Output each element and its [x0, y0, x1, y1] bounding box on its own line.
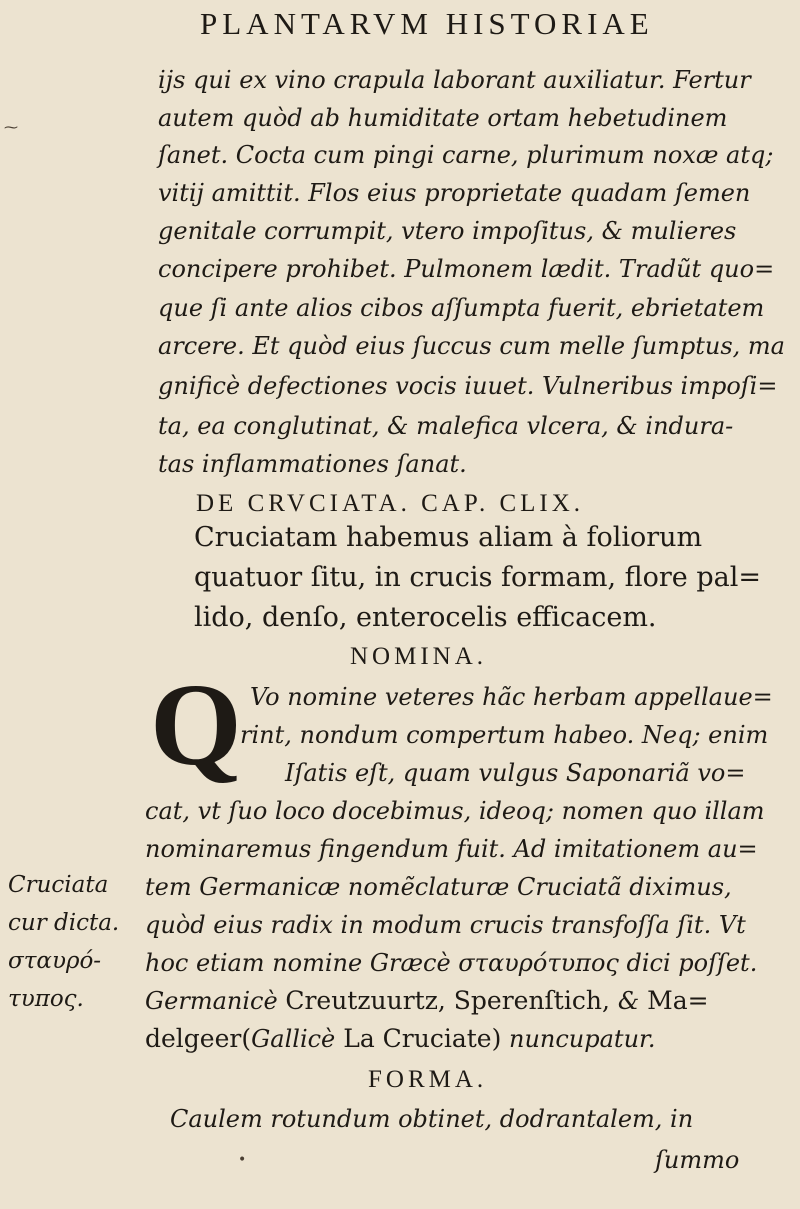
text-line: arcere. Et quòd eius ſuccus cum melle ſumptus, ma — [158, 332, 785, 360]
text-line: ta, ea conglutinat, & malefica vlcera, & indura- — [158, 412, 734, 440]
text-line: tem Germanicæ nomẽclaturæ Cruciatã diximus, — [145, 873, 732, 901]
text-line: genitale corrumpit, vtero impoſitus, & mulieres — [158, 217, 737, 245]
text-run: ( — [241, 1024, 252, 1053]
text-line: Vo nomine veteres hãc herbam appellaue= — [250, 683, 773, 711]
chapter-heading: DE CRVCIATA. CAP. CLIX. — [196, 490, 585, 517]
text-line: Iſatis eſt, quam vulgus Saponariã vo= — [285, 759, 746, 787]
text-line: vitij amittit. Flos eius proprietate quadam ſemen — [158, 179, 751, 207]
text-line: ijs qui ex vino crapula laborant auxiliatur. Fertur — [158, 66, 751, 94]
intro-line: quatuor ſitu, in crucis formam, flore pal= — [194, 562, 761, 593]
text-line: autem quòd ab humiditate ortam hebetudinem — [158, 104, 728, 132]
text-line: ſanet. Cocta cum pingi carne, plurimum noxæ atq; — [158, 141, 774, 169]
text-run: & — [617, 987, 640, 1015]
text-run: Creutzuurtz, Sperenſtich, — [285, 986, 618, 1015]
text-line: hoc etiam nomine Græcè σταυρότυπος dici poſſet. — [145, 949, 758, 977]
french-name-line — [145, 1024, 656, 1053]
text-line: concipere prohibet. Pulmonem lædit. Tradũt quo= — [158, 255, 775, 283]
drop-cap: Q — [150, 659, 242, 790]
text-run: Ma= — [639, 986, 709, 1015]
text-line: quòd eius radix in modum crucis transfoſſa ſit. Vt — [145, 911, 746, 939]
text-run: Germanicè — [145, 987, 286, 1015]
text-run: ) — [491, 1024, 502, 1053]
running-head: PLANTARVM HISTORIAE — [200, 6, 654, 41]
catchword: ſummo — [655, 1146, 740, 1174]
ink-mark: ⁓ — [4, 120, 18, 136]
text-line: que ſi ante alios cibos aſſumpta fuerit, ebrietatem — [158, 294, 765, 322]
margin-note: Cruciata — [8, 872, 109, 898]
intro-line: Cruciatam habemus aliam à foliorum — [194, 522, 703, 553]
text-run: nuncupatur. — [501, 1025, 656, 1053]
text-line: gnificè defectiones vocis iuuet. Vulneribus impoſi= — [158, 372, 778, 400]
text-line: rint, nondum compertum habeo. Neq; enim — [240, 721, 769, 749]
german-names-line — [145, 986, 709, 1015]
margin-note: cur dicta. — [8, 910, 120, 936]
intro-line: lido, denſo, enterocelis efficacem. — [194, 602, 657, 633]
text-run: La Cruciate — [335, 1024, 492, 1053]
forma-heading: FORMA. — [368, 1066, 488, 1093]
text-line: cat, vt ſuo loco docebimus, ideoq; nomen quo illam — [145, 797, 765, 825]
text-run: delgeer — [145, 1024, 242, 1053]
text-line: tas inflammationes ſanat. — [158, 450, 467, 478]
margin-note: σταυρό- — [8, 948, 102, 974]
ink-dot: • — [238, 1152, 247, 1168]
text-run: Gallicè — [251, 1025, 336, 1053]
forma-text: Caulem rotundum obtinet, dodrantalem, in — [170, 1105, 694, 1133]
margin-note: τυπος. — [8, 986, 84, 1012]
nomina-heading: NOMINA. — [350, 643, 488, 670]
text-line: nominaremus fingendum fuit. Ad imitationem au= — [145, 835, 758, 863]
